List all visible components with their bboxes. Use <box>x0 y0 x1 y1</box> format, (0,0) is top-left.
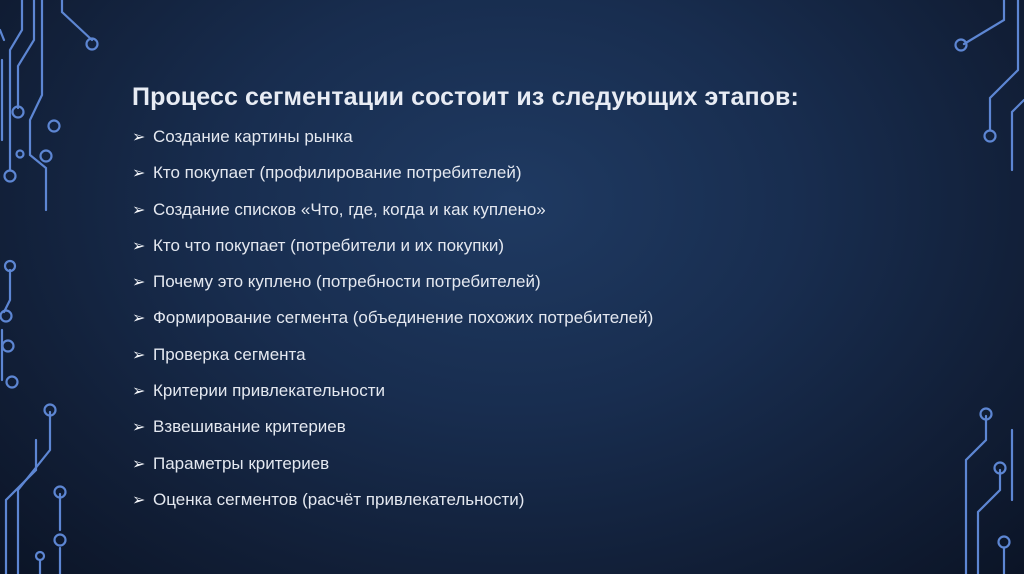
list-item-label: Проверка сегмента <box>153 344 306 364</box>
arrow-bullet-icon: ➢ <box>132 199 146 219</box>
list-item-label: Кто что покупает (потребители и их покупки) <box>153 235 504 255</box>
slide-title: Процесс сегментации состоит из следующих этапов: <box>132 83 799 111</box>
slide-content <box>132 80 912 525</box>
arrow-bullet-icon: ➢ <box>132 272 146 292</box>
list-item <box>132 453 912 489</box>
arrow-bullet-icon: ➢ <box>132 381 146 401</box>
arrow-bullet-icon: ➢ <box>132 235 146 255</box>
list-item-label: Создание списков «Что, где, когда и как куплено» <box>153 199 546 219</box>
stages-list <box>132 126 912 525</box>
arrow-bullet-icon: ➢ <box>132 308 146 328</box>
list-item-label: Взвешивание критериев <box>153 417 346 437</box>
list-item-label: Параметры критериев <box>153 453 330 473</box>
list-item <box>132 380 912 416</box>
list-item <box>132 271 912 307</box>
list-item <box>132 126 912 162</box>
list-item-label: Кто покупает (профилирование потребителей) <box>153 163 522 183</box>
arrow-bullet-icon: ➢ <box>132 163 146 183</box>
list-item <box>132 344 912 380</box>
list-item <box>132 199 912 235</box>
arrow-bullet-icon: ➢ <box>132 417 146 437</box>
arrow-bullet-icon: ➢ <box>132 344 146 364</box>
list-item <box>132 162 912 198</box>
arrow-bullet-icon: ➢ <box>132 127 146 146</box>
arrow-bullet-icon: ➢ <box>132 453 146 473</box>
list-item-label: Оценка сегментов (расчёт привлекательности) <box>153 489 525 509</box>
list-item <box>132 416 912 452</box>
list-item <box>132 489 912 525</box>
list-item-label: Почему это куплено (потребности потребителей) <box>153 272 541 292</box>
arrow-bullet-icon: ➢ <box>132 489 146 509</box>
list-item-label: Формирование сегмента (объединение похожих потребителей) <box>153 308 654 328</box>
list-item <box>132 235 912 271</box>
list-item-label: Критерии привлекательности <box>153 381 386 401</box>
list-item <box>132 307 912 343</box>
list-item-label: Создание картины рынка <box>153 127 353 146</box>
